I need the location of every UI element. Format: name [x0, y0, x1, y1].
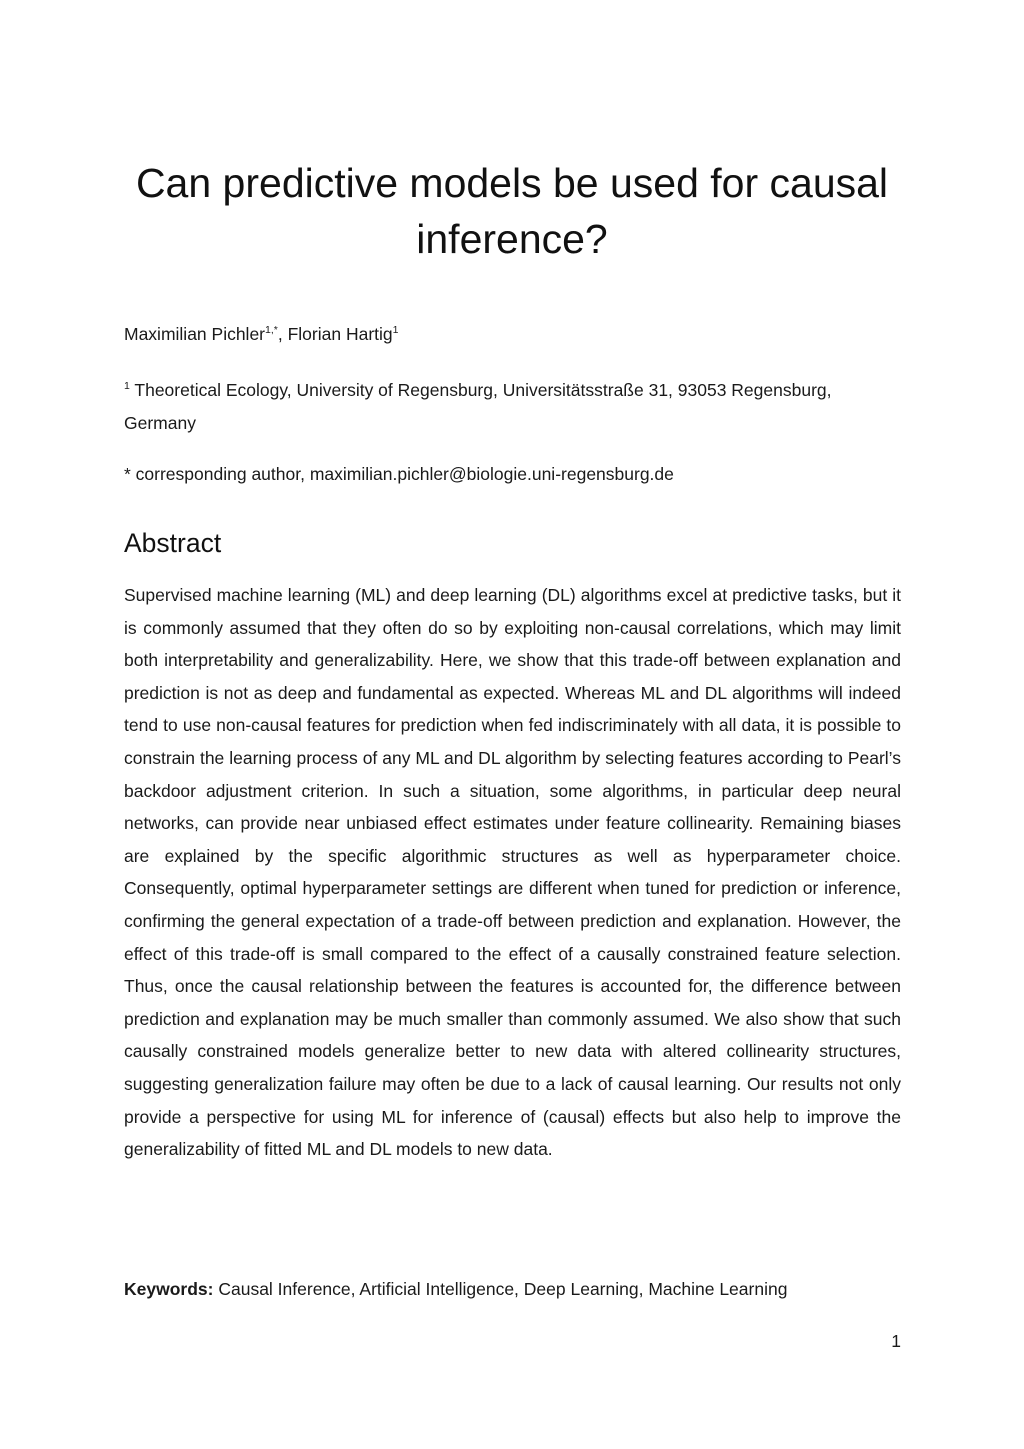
affiliation-mark: 1: [392, 324, 399, 336]
page-number: 1: [891, 1331, 901, 1351]
keywords-label: Keywords:: [124, 1279, 214, 1299]
affiliation-text: Theoretical Ecology, University of Regensburg, Universitätsstraße 31, 93053 Regensburg, Germany: [124, 380, 832, 433]
keywords: [124, 1276, 787, 1302]
keywords-list: Causal Inference, Artificial Intelligence, Deep Learning, Machine Learning: [218, 1279, 788, 1299]
author-separator: ,: [277, 324, 288, 344]
affiliation: [124, 374, 904, 440]
abstract-text: Supervised machine learning (ML) and deep learning (DL) algorithms excel at predictive tasks, but it is commonly assumed that they often do so by exploiting non-causal correlations, which may limit both interpretability and generalizability. Here, we show that this trade-off between explanation and prediction is not as deep and fundamental as expected. Whereas ML and DL algorithms will indeed tend to use non-causal features for prediction when fed indiscriminately with all data, it is possible to constrain the learning process of any ML and DL algorithm by selecting features according to Pearl’s backdoor adjustment criterion. In such a situation, some algorithms, in particular deep neural networks, can provide near unbiased effect estimates under feature collinearity. Remaining biases are explained by the specific algorithmic structures as well as hyperparameter choice. Consequently, optimal hyperparameter settings are different when tuned for prediction or inference, confirming the general expectation of a trade-off between prediction and explanation. However, the effect of this trade-off is small compared to the effect of a causally constrained feature selection. Thus, once the causal relationship between the features is accounted for, the difference between prediction and explanation may be much smaller than commonly assumed. We also show that such causally constrained models generalize better to new data with altered collinearity structures, suggesting generalization failure may often be due to a lack of causal learning. Our results not only provide a perspective for using ML for inference of (causal) effects but also help to improve the generalizability of fitted ML and DL models to new data.: [124, 585, 901, 1160]
author-name: Florian Hartig: [287, 324, 393, 344]
abstract-heading: Abstract: [124, 528, 222, 558]
affiliation-mark: 1: [124, 380, 130, 392]
affiliation-mark: 1,*: [265, 324, 278, 336]
author-list: [124, 321, 398, 347]
author-name: Maximilian Pichler: [124, 324, 266, 344]
corresponding-author: * corresponding author, maximilian.pichler@biologie.uni-regensburg.de: [124, 464, 674, 484]
paper-title: Can predictive models be used for causal inference?: [135, 160, 889, 262]
